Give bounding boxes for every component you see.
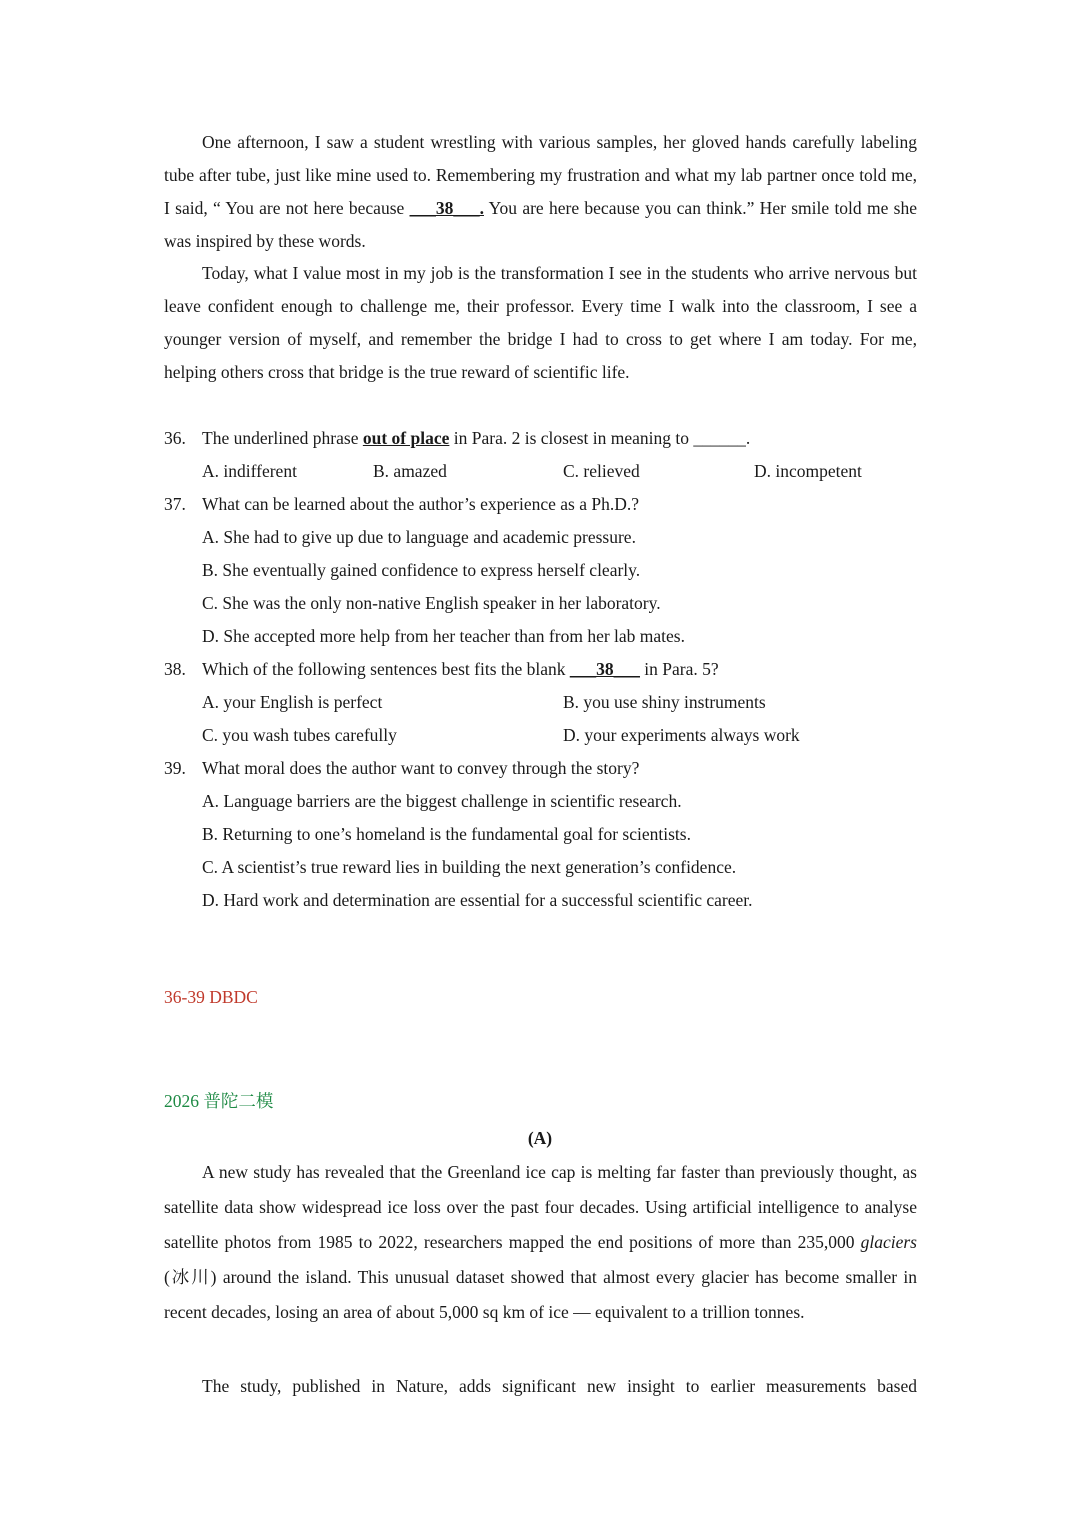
- blank-38: ___38___: [569, 659, 640, 679]
- option-a: A. your English is perfect: [202, 692, 383, 712]
- option-c: C. She was the only non-native English speaker in her laboratory.: [202, 593, 661, 613]
- option-d: D. your experiments always work: [563, 725, 800, 745]
- option-a: A. She had to give up due to language and academic pressure.: [202, 527, 636, 547]
- option-b: B. Returning to one’s homeland is the fundamental goal for scientists.: [202, 824, 691, 844]
- question-stem: The underlined phrase: [202, 428, 363, 448]
- question-stem: What moral does the author want to convey through the story?: [202, 758, 640, 778]
- question-number: 39.: [164, 758, 186, 778]
- option-d: D. incompetent: [754, 461, 862, 481]
- option-b: B. you use shiny instruments: [563, 692, 766, 712]
- question-number: 36.: [164, 428, 186, 448]
- question-stem: What can be learned about the author’s experience as a Ph.D.?: [202, 494, 639, 514]
- section-label: (A): [527, 1128, 553, 1148]
- passage-paragraph: [164, 1155, 917, 1330]
- italic-term: glaciers: [860, 1232, 917, 1252]
- passage-paragraph: Today, what I value most in my job is the transformation I see in the students who arrive nervous but leave confident enough to challenge me, their professor. Every time I walk into the classroom, I see a younger version of myself, and remember the bridge I had to cross to get where I am today. For me, helping others cross that bridge is the true reward of scientific life.: [164, 263, 917, 382]
- question-number: 37.: [164, 494, 186, 514]
- option-c: C. you wash tubes carefully: [202, 725, 397, 745]
- question-stem: in Para. 5?: [639, 659, 719, 679]
- answer-key: 36-39 DBDC: [164, 987, 258, 1007]
- passage-paragraph: The study, published in Nature, adds significant new insight to earlier measurements based: [202, 1376, 917, 1396]
- passage-paragraph: [164, 126, 917, 258]
- section-source: 2026 普陀二模: [164, 1091, 274, 1111]
- question-stem: in Para. 2 is closest in meaning to ______.: [449, 428, 751, 448]
- question-36: [164, 422, 924, 455]
- question-stem: Which of the following sentences best fits the blank: [202, 659, 570, 679]
- blank-38: ___38___.: [409, 198, 484, 218]
- question-number: 38.: [164, 659, 186, 679]
- paragraph-text: A new study has revealed that the Greenland ice cap is melting far faster than previously thought, as satellite data show widespread ice loss over the past four decades. Using artificial intelligence to analyse satellite photos from 1985 to 2022, researchers mapped the end positions of more than 235,000: [164, 1162, 917, 1252]
- option-d: D. Hard work and determination are essential for a successful scientific career.: [202, 890, 753, 910]
- underlined-phrase: out of place: [362, 428, 450, 448]
- option-a: A. Language barriers are the biggest challenge in scientific research.: [202, 791, 682, 811]
- option-a: A. indifferent: [202, 461, 297, 481]
- paragraph-text: (冰川) around the island. This unusual dataset showed that almost every glacier has become smaller in recent decades, losing an area of about 5,000 sq km of ice — equivalent to a trillion tonnes.: [164, 1267, 917, 1322]
- option-c: C. relieved: [563, 461, 640, 481]
- question-38: [164, 653, 924, 686]
- question-39: [164, 752, 924, 785]
- option-c: C. A scientist’s true reward lies in building the next generation’s confidence.: [202, 857, 737, 877]
- question-37: [164, 488, 924, 521]
- paragraph-text: One afternoon, I saw a student wrestling with various samples, her gloved hands carefully labeling tube after tube, just like mine used to. Remembering my frustration and what my lab partner once told me, I said, “ You are not here because: [164, 132, 917, 218]
- option-b: B. amazed: [373, 461, 447, 481]
- option-d: D. She accepted more help from her teacher than from her lab mates.: [202, 626, 685, 646]
- option-b: B. She eventually gained confidence to express herself clearly.: [202, 560, 641, 580]
- paragraph-text: You are here because you can think.” Her smile told me she was inspired by these words.: [164, 198, 917, 251]
